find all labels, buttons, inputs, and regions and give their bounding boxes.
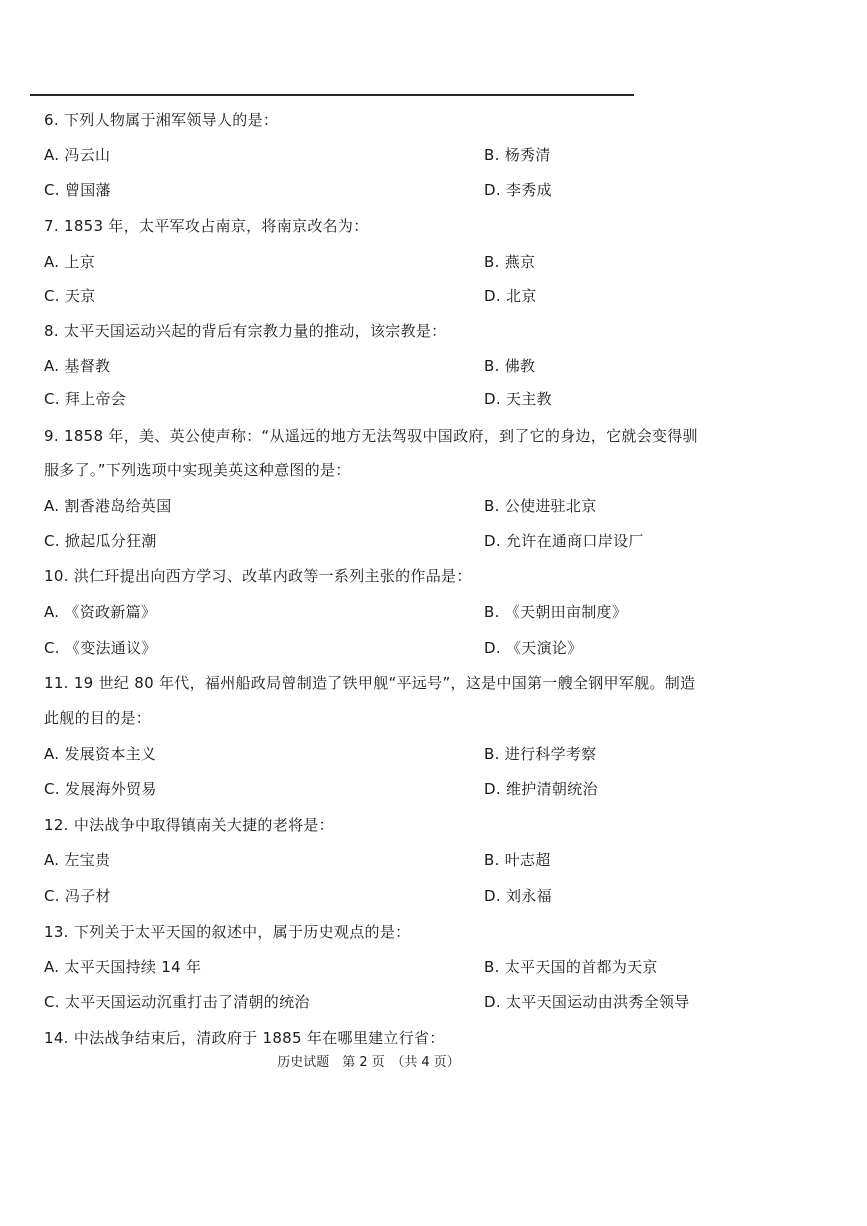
header-rule: [30, 94, 634, 96]
question-12-option-d: D. 刘永福: [484, 887, 552, 905]
question-7-stem: 7. 1853 年，太平军攻占南京，将南京改名为：: [44, 217, 369, 235]
question-11-option-b: B. 进行科学考察: [484, 745, 597, 763]
question-13-option-b: B. 太平天国的首都为天京: [484, 958, 658, 976]
question-7-option-b: B. 燕京: [484, 253, 536, 271]
question-14-stem: 14. 中法战争结束后，清政府于 1885 年在哪里建立行省：: [44, 1029, 445, 1047]
page-footer: 历史试题 第 2 页 （共 4 页）: [277, 1055, 460, 1070]
question-11-stem-line-1: 11. 19 世纪 80 年代，福州船政局曾制造了铁甲舰“平远号”，这是中国第一艘全钢甲军舰。制造: [44, 674, 696, 692]
question-12-option-a: A. 左宝贵: [44, 851, 111, 869]
question-13-stem: 13. 下列关于太平天国的叙述中，属于历史观点的是：: [44, 923, 411, 941]
question-8-option-a: A. 基督教: [44, 357, 111, 375]
question-9-option-b: B. 公使进驻北京: [484, 497, 597, 515]
question-10-option-b: B. 《天朝田亩制度》: [484, 603, 628, 621]
question-8-option-d: D. 天主教: [484, 390, 552, 408]
question-11-option-a: A. 发展资本主义: [44, 745, 157, 763]
question-11-option-d: D. 维护清朝统治: [484, 780, 598, 798]
question-13-option-d: D. 太平天国运动由洪秀全领导: [484, 993, 690, 1011]
question-8-option-c: C. 拜上帝会: [44, 390, 127, 408]
question-9-option-a: A. 割香港岛给英国: [44, 497, 172, 515]
question-6-option-c: C. 曾国藩: [44, 181, 111, 199]
question-6-option-a: A. 冯云山: [44, 146, 111, 164]
question-9-option-c: C. 掀起瓜分狂潮: [44, 532, 157, 550]
question-12-option-b: B. 叶志超: [484, 851, 551, 869]
question-10-option-c: C. 《变法通议》: [44, 639, 157, 657]
question-9-stem-line-1: 9. 1858 年，美、英公使声称：“从遥远的地方无法驾驭中国政府，到了它的身边，它就会变得驯: [44, 427, 698, 445]
question-11-stem-line-2: 此舰的目的是：: [44, 709, 152, 727]
question-13-option-c: C. 太平天国运动沉重打击了清朝的统治: [44, 993, 310, 1011]
question-6-option-b: B. 杨秀清: [484, 146, 551, 164]
question-9-stem-line-2: 服多了。”下列选项中实现美英这种意图的是：: [44, 461, 351, 479]
question-12-stem: 12. 中法战争中取得镇南关大捷的老将是：: [44, 816, 334, 834]
question-9-option-d: D. 允许在通商口岸设厂: [484, 532, 644, 550]
question-8-option-b: B. 佛教: [484, 357, 536, 375]
question-10-option-d: D. 《天演论》: [484, 639, 583, 657]
question-13-option-a: A. 太平天国持续 14 年: [44, 958, 202, 976]
question-6-stem: 6. 下列人物属于湘军领导人的是：: [44, 111, 279, 129]
question-6-option-d: D. 李秀成: [484, 181, 552, 199]
question-10-stem: 10. 洪仁玕提出向西方学习、改革内政等一系列主张的作品是：: [44, 567, 472, 585]
question-12-option-c: C. 冯子材: [44, 887, 111, 905]
question-7-option-a: A. 上京: [44, 253, 96, 271]
question-10-option-a: A. 《资政新篇》: [44, 603, 157, 621]
question-7-option-c: C. 天京: [44, 287, 96, 305]
question-11-option-c: C. 发展海外贸易: [44, 780, 157, 798]
question-7-option-d: D. 北京: [484, 287, 537, 305]
question-8-stem: 8. 太平天国运动兴起的背后有宗教力量的推动，该宗教是：: [44, 322, 447, 340]
